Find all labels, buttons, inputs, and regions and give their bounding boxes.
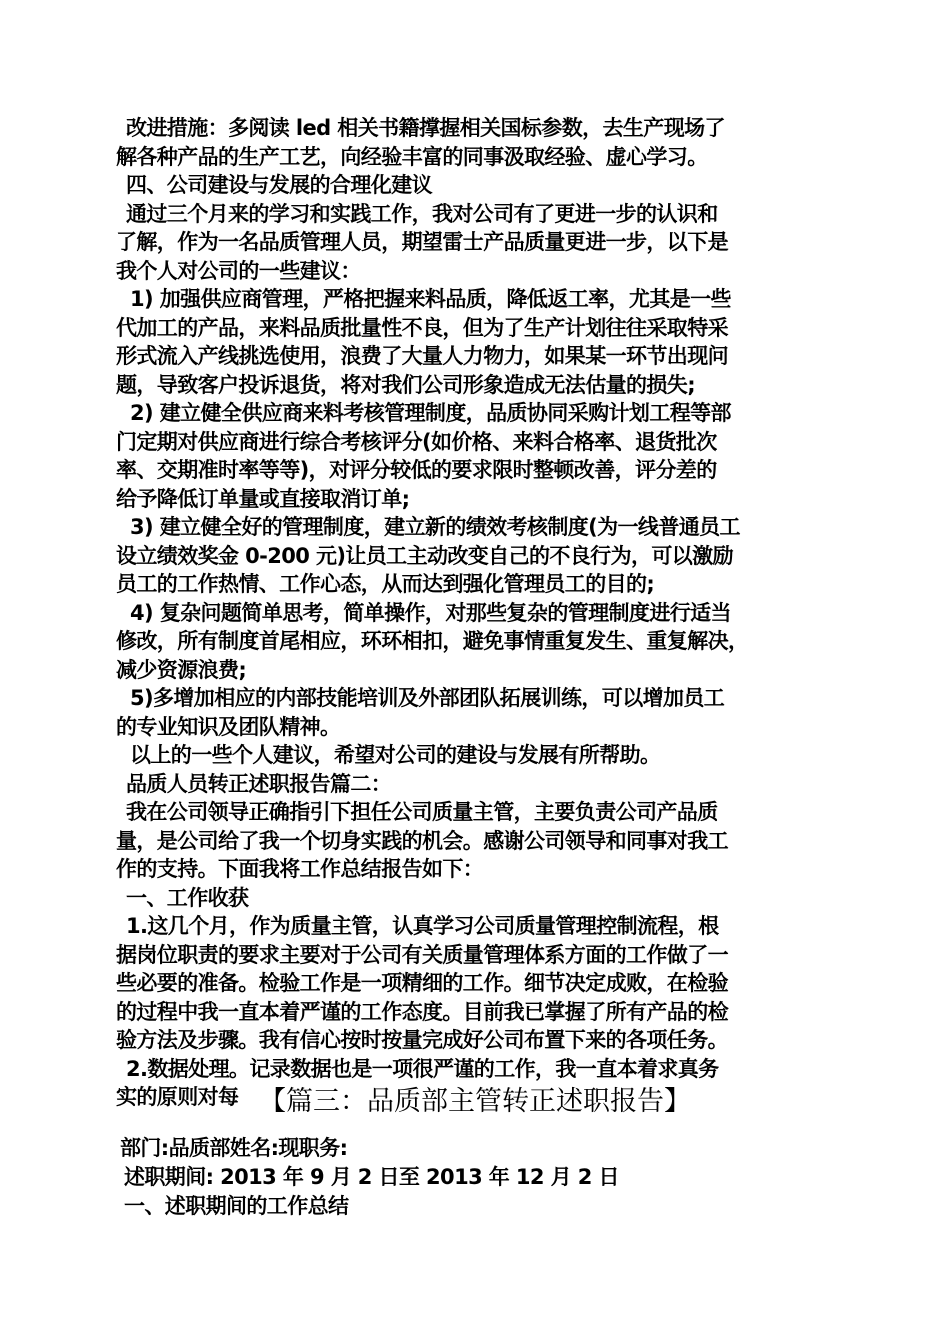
section-heading: 品质人员转正述职报告篇二： [126,771,392,796]
text-line: 改进措施：多阅读 led 相关书籍撑握相关国标参数，去生产现场了 [126,116,725,140]
list-item: 1) 加强供应商管理，严格把握来料品质，降低返工率，尤其是一些 [130,287,731,311]
text-line: 员工的工作热情、工作心态，从而达到强化管理员工的目的; [116,572,655,596]
text-line: 些必要的准备。检验工作是一项精细的工作。细节决定成败，在检验 [116,971,728,995]
text-line: 题，导致客户投诉退货，将对我们公司形象造成无法估量的损失; [116,372,695,397]
text-line: 减少资源浪费; [116,657,247,682]
text-line: 修改，所有制度首尾相应，环环相扣，避免事情重复发生、重复解决， [116,629,749,653]
text-line: 量，是公司给了我一个切身实践的机会。感谢公司领导和同事对我工 [116,828,728,853]
text-line: 设立绩效奖金 0-200 元)让员工主动改变自己的不良行为，可以激励 [116,543,733,568]
text-line: 了解，作为一名品质管理人员，期望雷士产品质量更进一步，以下是 [116,230,728,254]
text-line: 率、交期准时率等等)，对评分较低的要求限时整顿改善，评分差的 [116,458,717,482]
text-line: 的专业知识及团队精神。 [116,714,341,739]
text-line: 的过程中我一直本着严谨的工作态度。目前我已掌握了所有产品的检 [116,999,728,1024]
text-line: 作的支持。下面我将工作总结报告如下： [116,857,484,881]
text-line: 代加工的产品，来料品质批量性不良，但为了生产计划往往采取特采 [116,315,728,340]
text-line: 给予降低订单量或直接取消订单; [116,486,410,511]
text-line: 门定期对供应商进行综合考核评分(如价格、来料合格率、退货批次 [116,429,717,454]
list-item: 3) 建立健全好的管理制度，建立新的绩效考核制度(为一线普通员工 [130,515,740,539]
text-line: 据岗位职责的要求主要对于公司有关质量管理体系方面的工作做了一 [116,942,728,967]
department-line: 部门:品质部姓名:现职务: [120,1136,348,1160]
text-line: 我在公司领导正确指引下担任公司质量主管，主要负责公司产品质 [126,800,718,824]
list-item: 5)多增加相应的内部技能培训及外部团队拓展训练，可以增加员工 [130,686,725,710]
list-item: 4) 复杂问题简单思考，简单操作，对那些复杂的管理制度进行适当 [130,600,731,625]
text-line: 实的原则对每 [116,1085,239,1109]
summary-heading: 一、述职期间的工作总结 [124,1194,349,1218]
section-heading: 四、公司建设与发展的合理化建议 [126,173,432,197]
section-title: 【篇三：品质部主管转正述职报告】 [259,1086,691,1117]
text-line: 解各种产品的生产工艺，向经验丰富的同事汲取经验、虚心学习。 [116,144,708,169]
period-line: 述职期间: 2013 年 9 月 2 日至 2013 年 12 月 2 日 [124,1165,619,1189]
section-heading: 一、工作收获 [126,885,249,910]
body-text [116,114,850,1112]
text-line: 以上的一些个人建议，希望对公司的建设与发展有所帮助。 [130,743,661,767]
list-item: 1.这几个月，作为质量主管，认真学习公司质量管理控制流程，根 [126,914,719,938]
text-line: 我个人对公司的一些建议： [116,258,361,283]
text-line: 验方法及步骤。我有信心按时按量完成好公司布置下来的各项任务。 [116,1028,728,1052]
text-line: 形式流入产线挑选使用，浪费了大量人力物力，如果某一环节出现问 [116,344,728,368]
text-line: 通过三个月来的学习和实践工作，我对公司有了更进一步的认识和 [126,201,718,226]
list-item: 2.数据处理。记录数据也是一项很严谨的工作，我一直本着求真务 [126,1056,719,1081]
list-item: 2) 建立健全供应商来料考核管理制度，品质协同采购计划工程等部 [130,401,731,425]
